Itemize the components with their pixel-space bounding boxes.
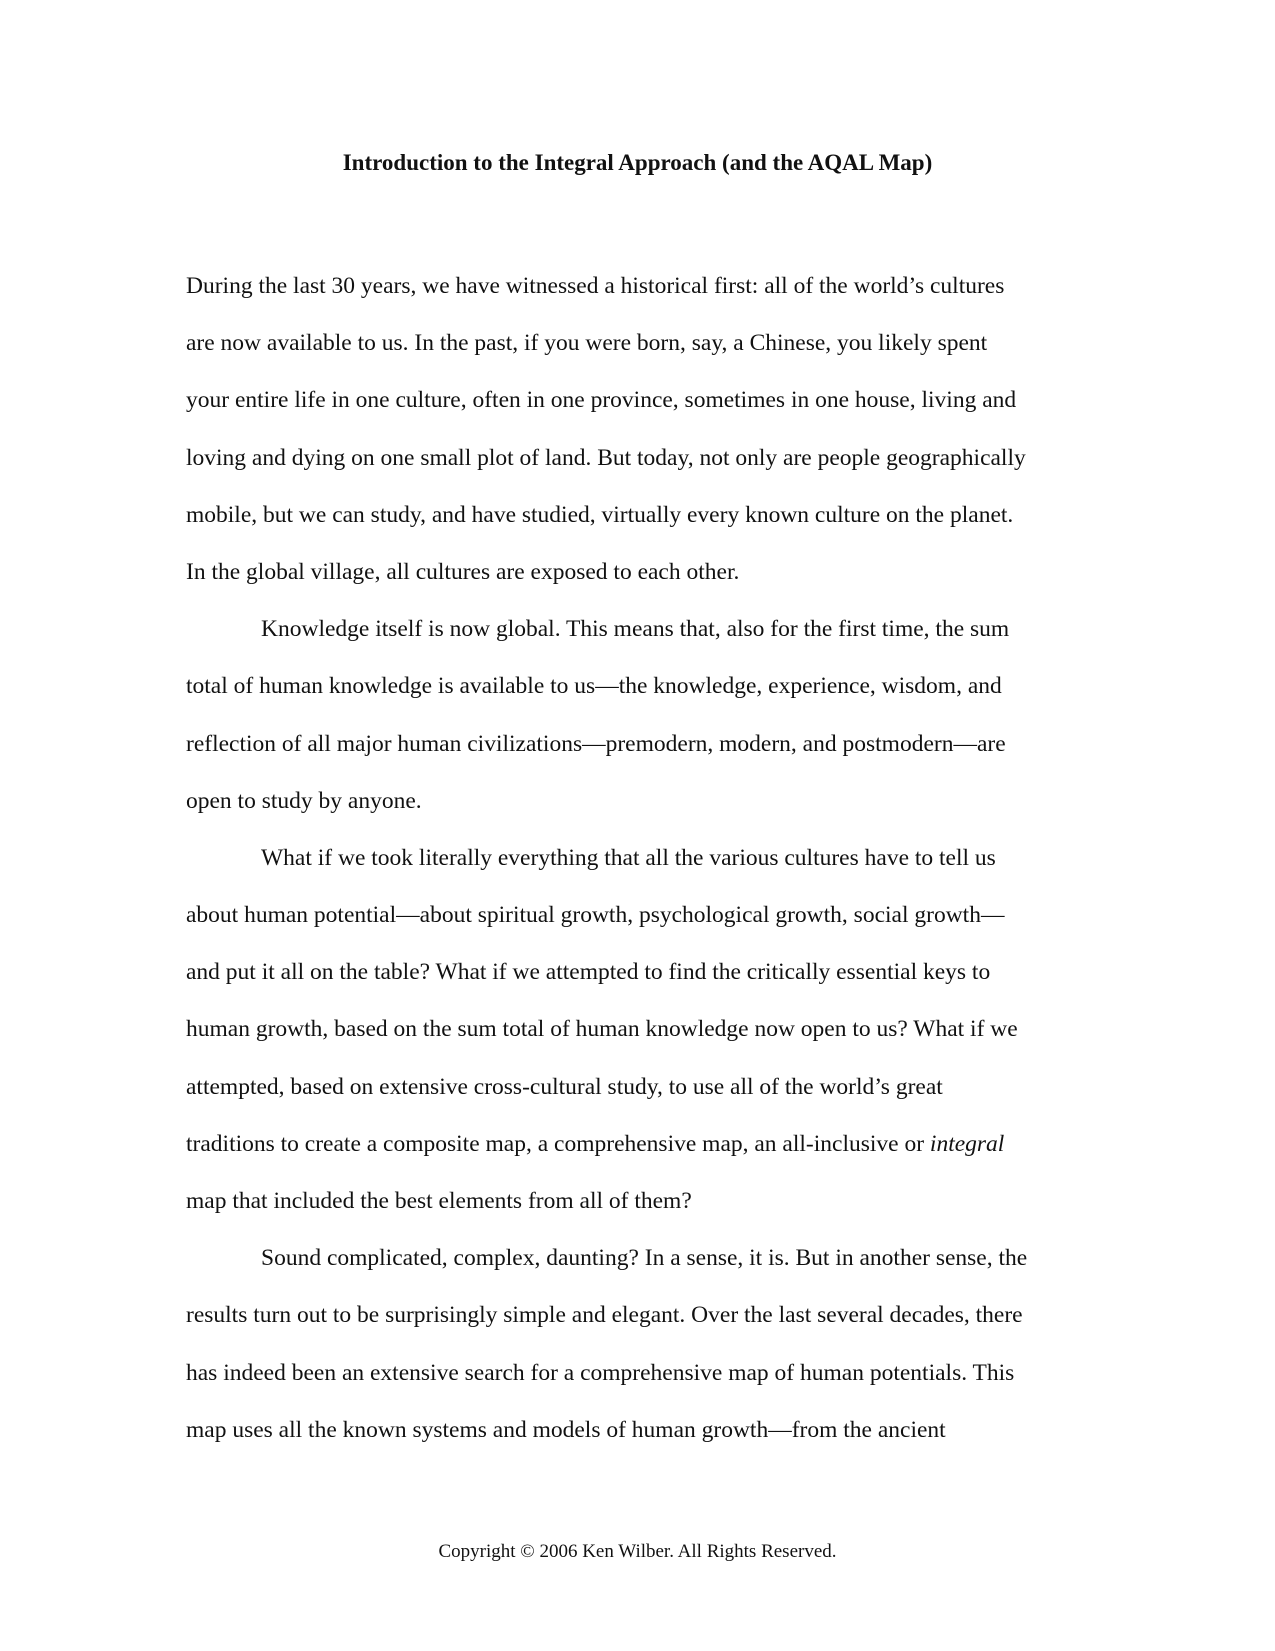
text-line: mobile, but we can study, and have studied, virtually every known culture on the planet.	[186, 501, 1014, 528]
text-line: Knowledge itself is now global. This means that, also for the first time, the sum	[261, 616, 1010, 643]
text-line: are now available to us. In the past, if you were born, say, a Chinese, you likely spent	[186, 330, 988, 357]
text-line: and put it all on the table? What if we attempted to find the critically essential keys to	[186, 959, 991, 986]
text-line: In the global village, all cultures are exposed to each other.	[186, 558, 740, 585]
page-title: Introduction to the Integral Approach (and the AQAL Map)	[342, 150, 933, 175]
text-line: loving and dying on one small plot of land. But today, not only are people geographically	[186, 444, 1026, 471]
text-line: about human potential—about spiritual growth, psychological growth, social growth—	[186, 902, 1005, 929]
text-line: map uses all the known systems and models of human growth—from the ancient	[186, 1416, 946, 1443]
text-line: map that included the best elements from all of them?	[186, 1188, 692, 1214]
text-line: What if we took literally everything that all the various cultures have to tell us	[261, 844, 996, 871]
text-line: Sound complicated, complex, daunting? In a sense, it is. But in another sense, the	[261, 1245, 1028, 1272]
body-text	[186, 258, 1078, 1459]
paragraph-3	[186, 830, 1078, 1230]
text-line: human growth, based on the sum total of human knowledge now open to us? What if we	[186, 1016, 1018, 1043]
text-line: reflection of all major human civilizations—premodern, modern, and postmodern—are	[186, 730, 1006, 757]
text-line: During the last 30 years, we have witnessed a historical first: all of the world’s cultures	[186, 273, 1005, 299]
text-line: your entire life in one culture, often in one province, sometimes in one house, living and	[186, 387, 1017, 414]
text-line	[186, 1116, 1078, 1173]
emphasis-integral: integral	[929, 1130, 1005, 1157]
text-line-start: traditions to create a composite map, a comprehensive map, an all-inclusive or	[186, 1130, 930, 1157]
paragraph-4	[186, 1230, 1078, 1459]
copyright-footer: Copyright © 2006 Ken Wilber. All Rights Reserved.	[438, 1541, 837, 1562]
text-line: open to study by anyone.	[186, 787, 422, 814]
text-line: has indeed been an extensive search for a comprehensive map of human potentials. This	[186, 1359, 1015, 1386]
text-line: attempted, based on extensive cross-cultural study, to use all of the world’s great	[186, 1073, 943, 1100]
text-line: results turn out to be surprisingly simple and elegant. Over the last several decades, there	[186, 1302, 1023, 1329]
paragraph-1	[186, 258, 1078, 601]
paragraph-2	[186, 601, 1078, 830]
text-line: total of human knowledge is available to us—the knowledge, experience, wisdom, and	[186, 673, 1002, 700]
